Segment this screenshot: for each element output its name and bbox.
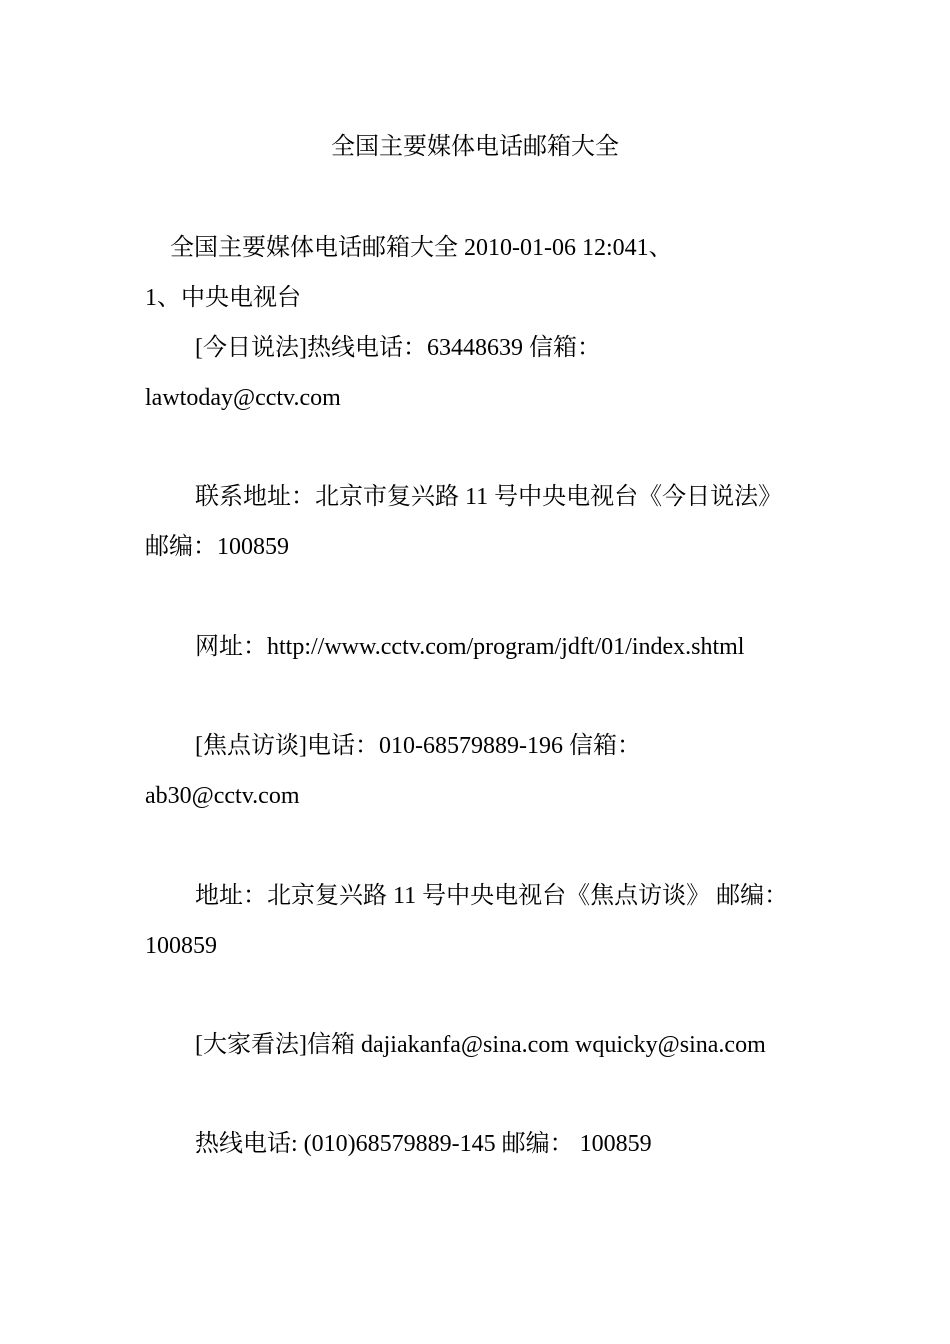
- jiaodian-fangtan-phone: [焦点访谈]电话：010-68579889-196 信箱：: [195, 733, 641, 759]
- jinri-shuofa-hotline: [今日说法]热线电话：63448639 信箱：: [195, 335, 601, 361]
- jiaodian-fangtan-address: 地址：北京复兴路 11 号中央电视台《焦点访谈》 邮编：: [195, 883, 789, 909]
- jiaodian-fangtan-postcode: 100859: [145, 933, 217, 959]
- dajia-kanfa-hotline: 热线电话: (010)68579889-145 邮编： 100859: [195, 1131, 652, 1157]
- jinri-shuofa-postcode: 邮编：100859: [145, 534, 289, 560]
- dajia-kanfa-email: [大家看法]信箱 dajiakanfa@sina.com wquicky@sina.com: [195, 1032, 766, 1058]
- jinri-shuofa-address: 联系地址：北京市复兴路 11 号中央电视台《今日说法》: [195, 484, 783, 510]
- document-title: 全国主要媒体电话邮箱大全: [331, 134, 619, 160]
- section-heading-cctv: 1、中央电视台: [145, 285, 301, 311]
- jinri-shuofa-website: 网址：http://www.cctv.com/program/jdft/01/index.shtml: [195, 634, 745, 660]
- jiaodian-fangtan-email: ab30@cctv.com: [145, 783, 300, 809]
- jinri-shuofa-email: lawtoday@cctv.com: [145, 385, 341, 411]
- intro-line: 全国主要媒体电话邮箱大全 2010-01-06 12:041、: [170, 235, 673, 261]
